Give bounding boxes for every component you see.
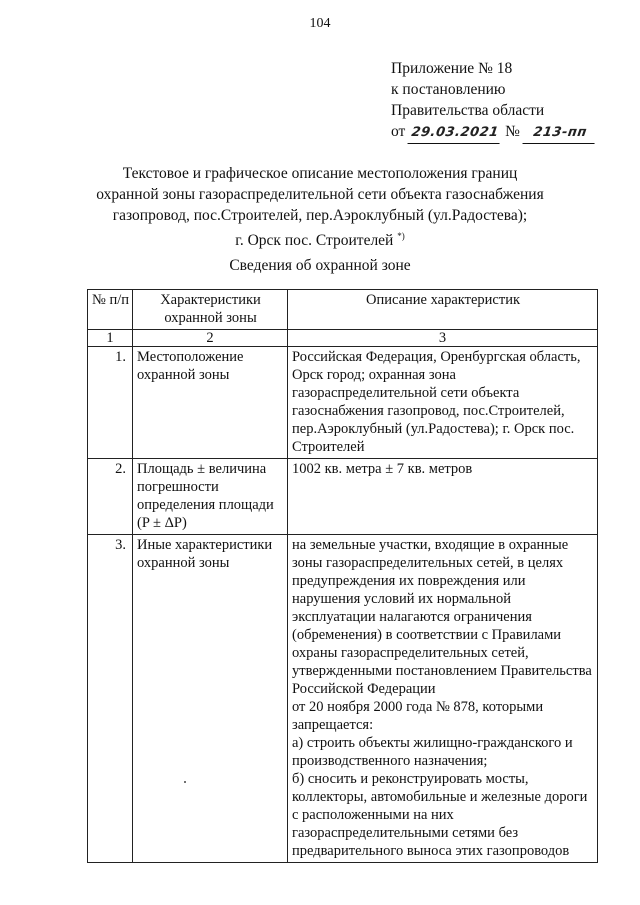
- row-number: 2.: [88, 459, 133, 535]
- table-index-row: [88, 330, 598, 347]
- description-decree-date: от 20 ноября 2000 года № 878, которыми запрещается:: [292, 699, 544, 733]
- table-row: [88, 459, 598, 535]
- section-subtitle: Сведения об охранной зоне: [229, 257, 411, 274]
- appendix-title: Приложение № 18: [391, 60, 513, 77]
- title-line-1: Текстовое и графическое описание местоположения границ: [122, 165, 518, 182]
- table-row: [88, 535, 598, 863]
- from-label: от: [391, 123, 406, 140]
- row-number: 1.: [88, 347, 133, 459]
- restriction-item-a: а) строить объекты жилищно-гражданского и производственного назначения;: [292, 735, 573, 769]
- title-line-4-text: г. Орск пос. Строителей: [235, 232, 394, 250]
- footnote-mark: *): [397, 231, 405, 241]
- header-description: Описание характеристик: [288, 290, 598, 330]
- row-description: Российская Федерация, Оренбургская область, Орск город; охранная зона газораспределительной сети объекта газоснабжения газопровод, пос.Строителей, пер.Аэроклубный (ул.Радостева); г. Орск пос. Строителей: [288, 347, 598, 459]
- scan-speck: [184, 781, 186, 783]
- row-description: 1002 кв. метра ± 7 кв. метров: [288, 459, 598, 535]
- title-line-2: охранной зоны газораспределительной сети объекта газоснабжения: [96, 186, 544, 203]
- header-number: № п/п: [88, 290, 133, 330]
- title-line-4: [60, 226, 580, 251]
- row-characteristic: Иные характеристики охранной зоны: [133, 535, 288, 863]
- index-cell: 3: [288, 330, 598, 347]
- index-cell: 1: [88, 330, 133, 347]
- restriction-item-b: б) сносить и реконструировать мосты, коллекторы, автомобильные и железные дороги с расположенными на них газораспределительными сетями без предварительного выноса этих газопроводов: [292, 771, 588, 859]
- row-characteristic: Местоположение охранной зоны: [133, 347, 288, 459]
- table-header-row: [88, 290, 598, 330]
- appendix-line-2: к постановлению: [391, 81, 506, 98]
- appendix-block: [391, 58, 596, 144]
- title-line-3: газопровод, пос.Строителей, пер.Аэроклубный (ул.Радостева);: [112, 207, 528, 224]
- handwritten-number: 213-пп: [522, 122, 597, 144]
- row-number: 3.: [88, 535, 133, 863]
- index-cell: 2: [133, 330, 288, 347]
- row-description: [288, 535, 598, 863]
- document-title: [60, 163, 580, 251]
- table-row: [88, 347, 598, 459]
- number-label: №: [505, 123, 520, 140]
- protection-zone-table: [87, 289, 598, 863]
- handwritten-date: 29.03.2021: [408, 122, 503, 144]
- description-intro: на земельные участки, входящие в охранные зоны газораспределительных сетей, в целях предупреждения их повреждения или нарушения условий их нормальной эксплуатации налагаются ограничения (обременения) в соответствии с Правилами охраны газораспределительных сетей, утвержденными постановлением Правительства Российской Федерации: [292, 537, 592, 697]
- row-characteristic: Площадь ± величина погрешности определения площади (P ± ΔP): [133, 459, 288, 535]
- header-characteristics: Характеристики охранной зоны: [133, 290, 288, 330]
- page-number: 104: [309, 16, 331, 31]
- appendix-date-line: [391, 121, 596, 144]
- appendix-line-3: Правительства области: [391, 102, 545, 119]
